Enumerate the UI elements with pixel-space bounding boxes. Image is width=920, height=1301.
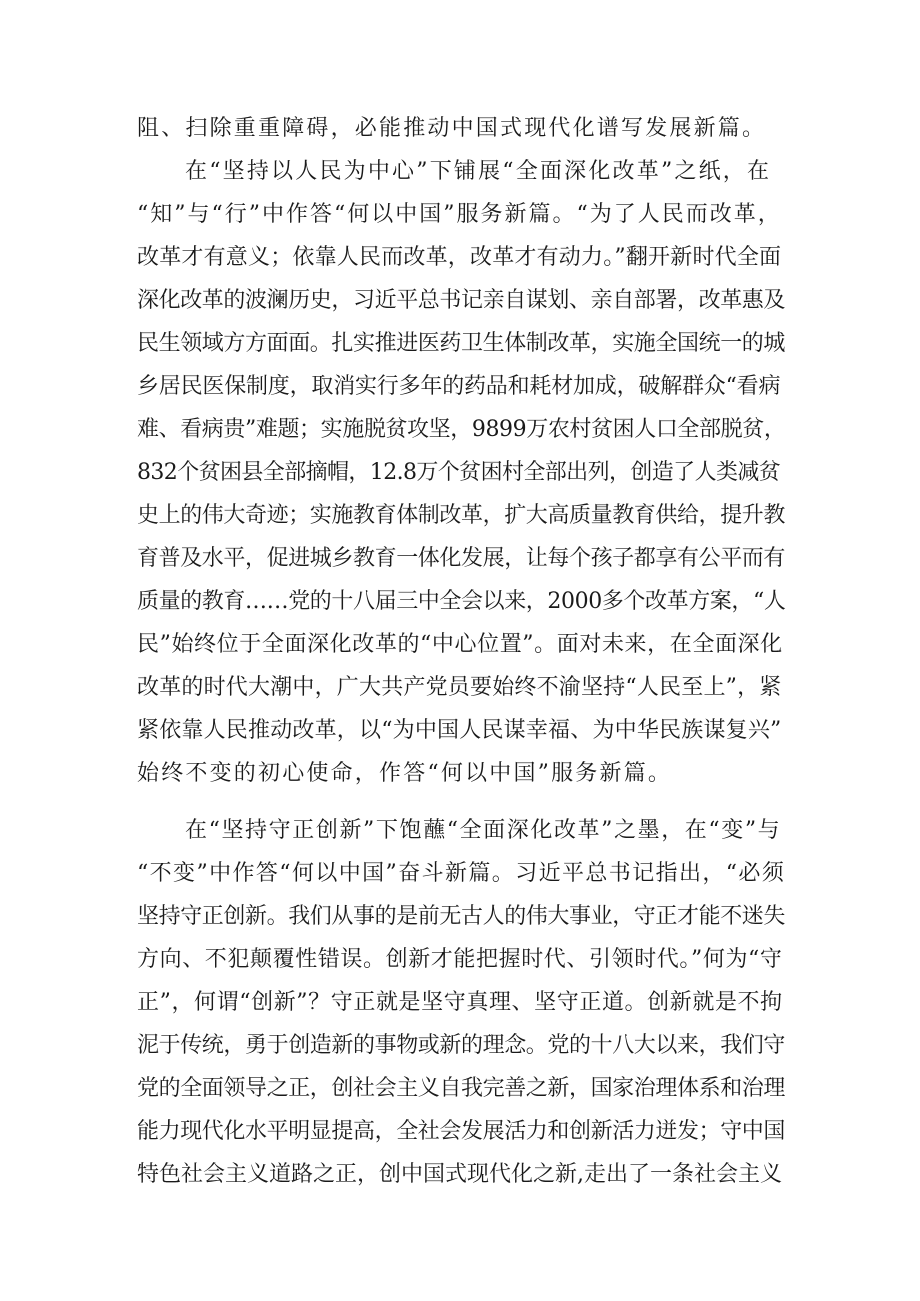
text-line: 泥于传统，勇于创造新的事物或新的理念。党的十八大以来，我们守 <box>137 1033 786 1058</box>
text-line: 832个贫困县全部摘帽，12.8万个贫困村全部出列，创造了人类减贫 <box>137 460 781 485</box>
text-line: 民”始终位于全面深化改革的“中心位置”。面对未来，在全面深化 <box>137 632 783 657</box>
text-line: 紧依靠人民推动改革，以“为中国人民谋幸福、为中华民族谋复兴” <box>137 718 782 743</box>
text-line: 质量的教育……党的十八届三中全会以来，2000多个改革方案，“人 <box>137 589 786 614</box>
text-line: 正”，何谓“创新”？守正就是坚守真理、坚守正道。创新就是不拘 <box>137 990 783 1015</box>
text-line: 深化改革的波澜历史，习近平总书记亲自谋划、亲自部署，改革惠及 <box>137 288 786 313</box>
text-line: 方向、不犯颠覆性错误。创新才能把握时代、引领时代。”何为“守 <box>137 947 783 972</box>
text-line: 特色社会主义道路之正，创中国式现代化之新,走出了一条社会主义 <box>137 1162 782 1187</box>
text-line: 坚持守正创新。我们从事的是前无古人的伟大事业，守正才能不迷失 <box>137 904 786 929</box>
paragraph-start-line: 在“坚持守正创新”下饱蘸“全面深化改革”之墨，在“变”与 <box>185 818 782 843</box>
text-line: “知”与“行”中作答“何以中国”服务新篇。“为了人民而改革， <box>137 202 782 227</box>
text-line: 育普及水平，促进城乡教育一体化发展，让每个孩子都享有公平而有 <box>137 546 786 571</box>
text-line: 阻、扫除重重障碍，必能推动中国式现代化谱写发展新篇。 <box>137 116 767 141</box>
text-line: 改革才有意义；依靠人民而改革，改革才有动力。”翻开新时代全面 <box>137 245 782 270</box>
text-line: 能力现代化水平明显提高，全社会发展活力和创新活力迸发；守中国 <box>137 1119 786 1144</box>
text-line: 民生领域方方面面。扎实推进医药卫生体制改革，实施全国统一的城 <box>137 331 786 356</box>
text-line: 难、看病贵”难题；实施脱贫攻坚，9899万农村贫困人口全部脱贫， <box>137 417 786 442</box>
text-line: 改革的时代大潮中，广大共产党员要始终不渝坚持“人民至上”，紧 <box>137 675 782 700</box>
text-line: 党的全面领导之正，创社会主义自我完善之新，国家治理体系和治理 <box>137 1076 786 1101</box>
paragraph-start-line: 在“坚持以人民为中心”下铺展“全面深化改革”之纸，在 <box>185 159 772 184</box>
text-line: 始终不变的初心使命，作答“何以中国”服务新篇。 <box>137 761 673 786</box>
text-line: 乡居民医保制度，取消实行多年的药品和耗材加成，破解群众“看病 <box>137 374 781 399</box>
text-line: 史上的伟大奇迹；实施教育体制改革，扩大高质量教育供给，提升教 <box>137 503 786 528</box>
text-line: “不变”中作答“何以中国”奋斗新篇。习近平总书记指出，“必须 <box>137 861 786 886</box>
